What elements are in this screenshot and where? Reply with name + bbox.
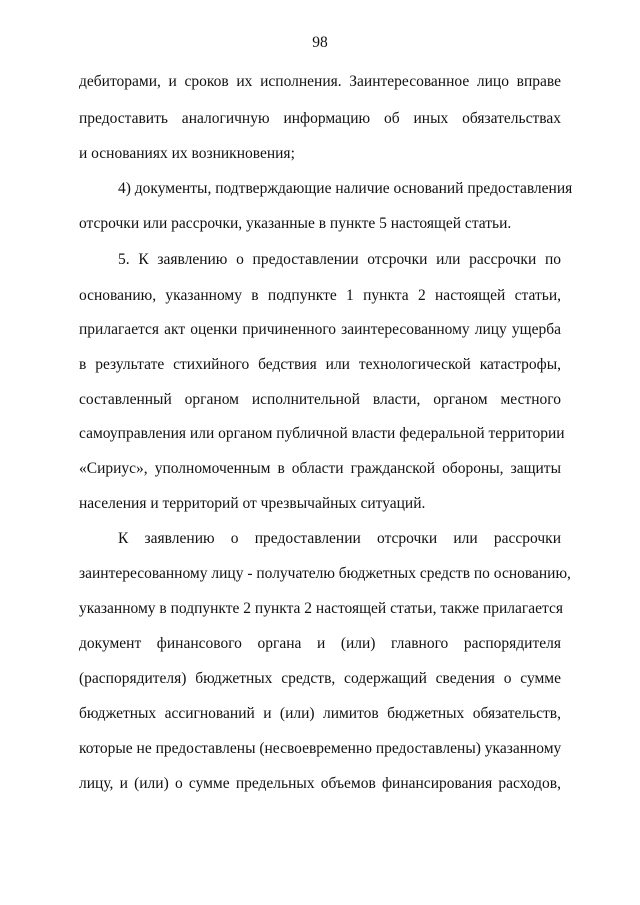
text-line: составленный органом исполнительной власти, органом местного bbox=[79, 391, 561, 408]
text-line: заинтересованному лицу - получателю бюджетных средств по основанию, bbox=[79, 565, 571, 582]
text-line: основанию, указанному в подпункте 1 пункта 2 настоящей статьи, bbox=[79, 287, 561, 304]
text-line: 4) документы, подтверждающие наличие оснований предоставления bbox=[118, 180, 573, 197]
text-line: отсрочки или рассрочки, указанные в пункте 5 настоящей статьи. bbox=[79, 215, 512, 232]
text-line: дебиторами, и сроков их исполнения. Заинтересованное лицо вправе bbox=[79, 73, 561, 90]
text-line: 5. К заявлению о предоставлении отсрочки или рассрочки по bbox=[118, 251, 561, 268]
text-line: бюджетных ассигнований и (или) лимитов бюджетных обязательств, bbox=[79, 705, 561, 722]
text-line: и основаниях их возникновения; bbox=[79, 145, 295, 162]
text-line: населения и территорий от чрезвычайных ситуаций. bbox=[79, 495, 426, 512]
text-line: (распорядителя) бюджетных средств, содержащий сведения о сумме bbox=[79, 670, 561, 687]
text-line: К заявлению о предоставлении отсрочки или рассрочки bbox=[118, 530, 561, 547]
text-line: «Сириус», уполномоченным в области гражданской обороны, защиты bbox=[79, 460, 561, 477]
text-line: которые не предоставлены (несвоевременно предоставлены) указанному bbox=[79, 740, 562, 757]
text-line: указанному в подпункте 2 пункта 2 настоящей статьи, также прилагается bbox=[79, 600, 563, 617]
text-line: лицу, и (или) о сумме предельных объемов финансирования расходов, bbox=[79, 775, 561, 792]
text-line: предоставить аналогичную информацию об иных обязательствах bbox=[79, 110, 561, 127]
text-line: документ финансового органа и (или) главного распорядителя bbox=[79, 635, 561, 652]
text-line: прилагается акт оценки причиненного заинтересованному лицу ущерба bbox=[79, 321, 561, 338]
text-line: в результате стихийного бедствия или технологической катастрофы, bbox=[79, 356, 561, 373]
text-line: самоуправления или органом публичной власти федеральной территории bbox=[79, 425, 565, 442]
page-number: 98 bbox=[312, 34, 328, 51]
